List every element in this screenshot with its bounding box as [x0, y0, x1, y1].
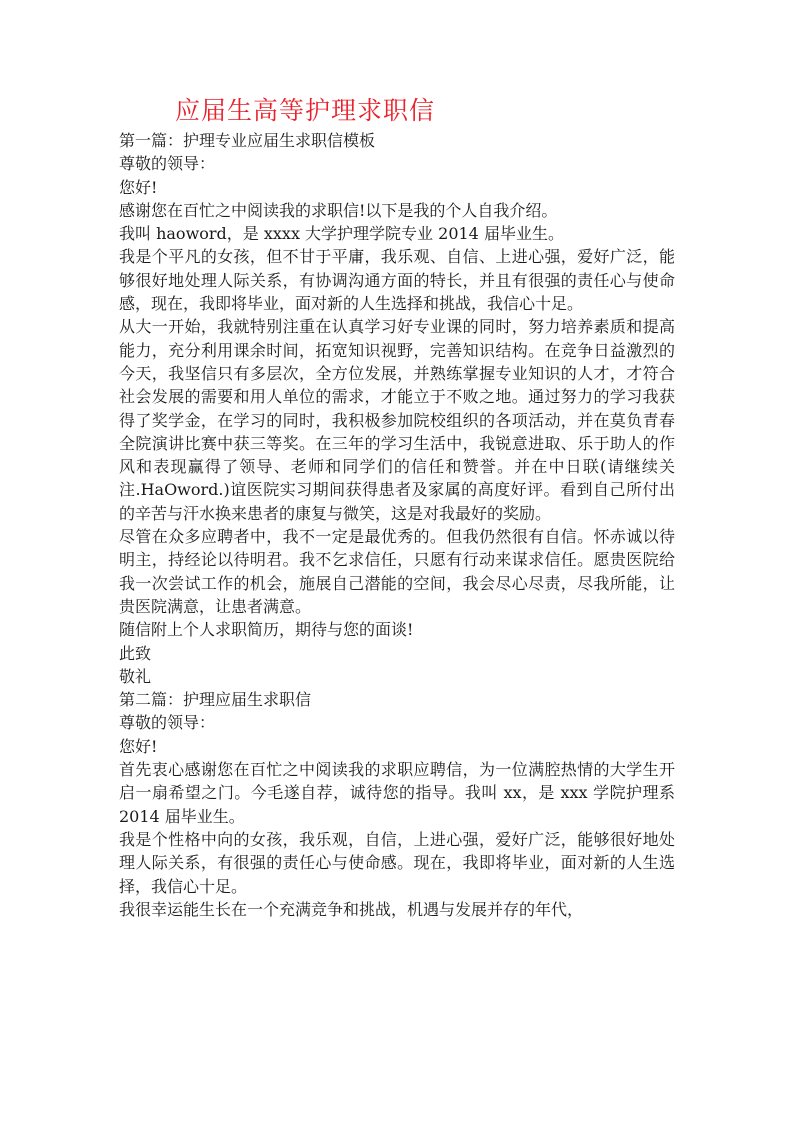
part1-paragraph: 尽管在众多应聘者中，我不一定是最优秀的。但我仍然很有自信。怀赤诚以待明主，持经论以待明君。我不乞求信任，只愿有行动来谋求信任。愿贵医院给我一次尝试工作的机会，施展自己潜能的空间，我会尽心尽责，尽我所能，让贵医院满意，让患者满意。 [119, 527, 675, 616]
letter-page [119, 95, 675, 921]
part2-heading: 第二篇：护理应届生求职信 [119, 690, 312, 710]
part2-paragraph: 我很幸运能生长在一个充满竞争和挑战，机遇与发展并存的年代， [119, 899, 584, 919]
document-title: 应届生高等护理求职信 [175, 96, 436, 125]
part1-paragraph: 感谢您在百忙之中阅读我的求职信!以下是我的个人自我介绍。 [119, 200, 558, 220]
part1-closing: 敬礼 [119, 666, 152, 686]
part1-heading: 第一篇：护理专业应届生求职信模板 [119, 131, 376, 150]
part2-paragraph: 首先衷心感谢您在百忙之中阅读我的求职应聘信，为一位满腔热情的大学生开启一扇希望之门。今毛遂自荐，诚待您的指导。我叫 xx，是 xxx 学院护理系 2014 届毕业生。 [119, 760, 675, 826]
part1-salutation: 尊敬的领导： [119, 154, 216, 174]
part1-greeting: 您好! [119, 177, 158, 197]
part1-paragraph: 随信附上个人求职简历，期待与您的面谈! [119, 620, 414, 640]
part2-salutation: 尊敬的领导： [119, 713, 216, 733]
part1-paragraph: 我叫 haoword，是 xxxx 大学护理学院专业 2014 届毕业生。 [119, 224, 564, 244]
part1-closing: 此致 [119, 643, 152, 663]
part2-paragraph: 我是个性格中向的女孩，我乐观，自信，上进心强，爱好广泛，能够很好地处理人际关系，有很强的责任心与使命感。现在，我即将毕业，面对新的人生选择，我信心十足。 [119, 829, 675, 896]
part2-greeting: 您好! [119, 736, 158, 756]
part1-paragraph: 从大一开始，我就特别注重在认真学习好专业课的同时，努力培养素质和提高能力，充分利用课余时间，拓宽知识视野，完善知识结构。在竞争日益激烈的今天，我坚信只有多层次，全方位发展，并熟练掌握专业知识的人才，才符合社会发展的需要和用人单位的需求，才能立于不败之地。通过努力的学习我获得了奖学金，在学习的同时，我积极参加院校组织的各项活动，并在莫负青春全院演讲比赛中获三等奖。在三年的学习生活中，我锐意进取、乐于助人的作风和表现赢得了领导、老师和同学们的信任和赞誉。并在中日联(请继续关注.HaOword.)谊医院实习期间获得患者及家属的高度好评。看到自己所付出的辛苦与汗水换来患者的康复与微笑，这是对我最好的奖励。 [119, 317, 675, 523]
part1-paragraph: 我是个平凡的女孩，但不甘于平庸，我乐观、自信、上进心强，爱好广泛，能够很好地处理人际关系，有协调沟通方面的特长，并且有很强的责任心与使命感，现在，我即将毕业，面对新的人生选择和挑战，我信心十足。 [119, 247, 675, 314]
